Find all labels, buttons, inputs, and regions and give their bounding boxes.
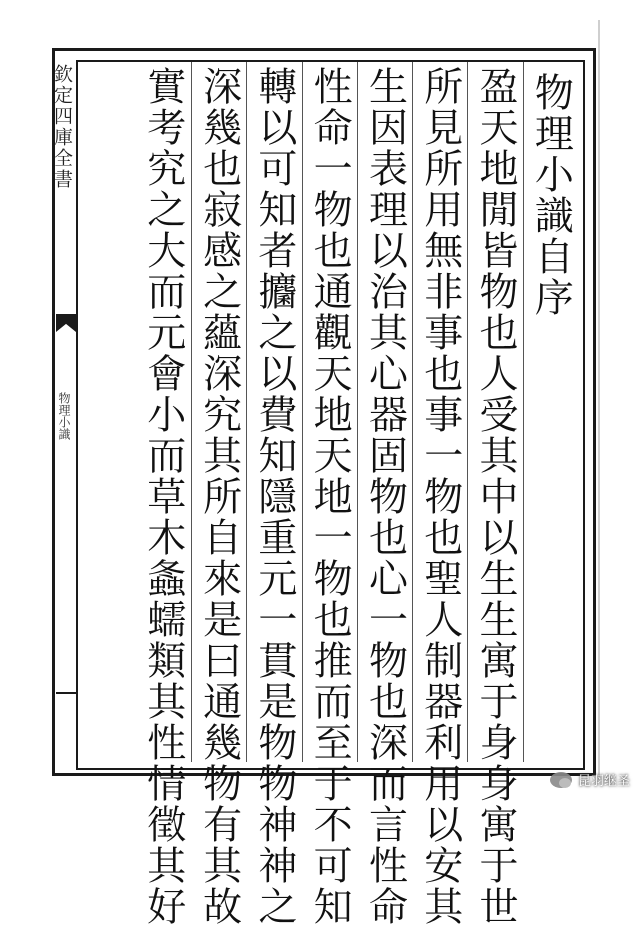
- fish-tail-mark: [56, 314, 76, 332]
- wechat-icon: [550, 772, 572, 788]
- text-column-1: [467, 62, 522, 927]
- text-column-5: [246, 62, 301, 927]
- text-column-4: [302, 62, 357, 927]
- text-column-7: [136, 62, 191, 927]
- text-column-3: [357, 62, 412, 927]
- book-title: 物理小識: [57, 392, 71, 440]
- preface-title-column: [523, 62, 578, 762]
- gutter-divider: [56, 692, 76, 694]
- preface-title: 物理小識自序: [528, 72, 574, 318]
- text-line: 實考究之大而元會小而草木螽蠕類其性情徵其好: [140, 66, 186, 927]
- text-column-6: [191, 62, 246, 927]
- text-line: 深幾也寂感之蘊深究其所自來是曰通幾物有其故: [196, 66, 242, 927]
- watermark-text: 昆羽继圣: [577, 774, 630, 789]
- text-column-2: [412, 62, 467, 927]
- text-line: 盈天地閒皆物也人受其中以生生寓于身身寓于世: [473, 66, 519, 927]
- page-edge-line: [598, 20, 600, 780]
- text-line: 性命一物也通觀天地天地一物也推而至于不可知: [307, 66, 353, 927]
- text-line: 轉以可知者攟之以費知隱重元一貫是物物神神之: [251, 66, 297, 927]
- text-line: 所見所用無非事也事一物也聖人制器利用以安其: [417, 66, 463, 927]
- vertical-text-block: [80, 62, 578, 927]
- series-title: 欽定四庫全書: [51, 64, 73, 190]
- book-gutter: [51, 52, 76, 766]
- watermark: [550, 770, 630, 789]
- text-line: 生因表理以治其心器固物也心一物也深而言性命: [362, 66, 408, 927]
